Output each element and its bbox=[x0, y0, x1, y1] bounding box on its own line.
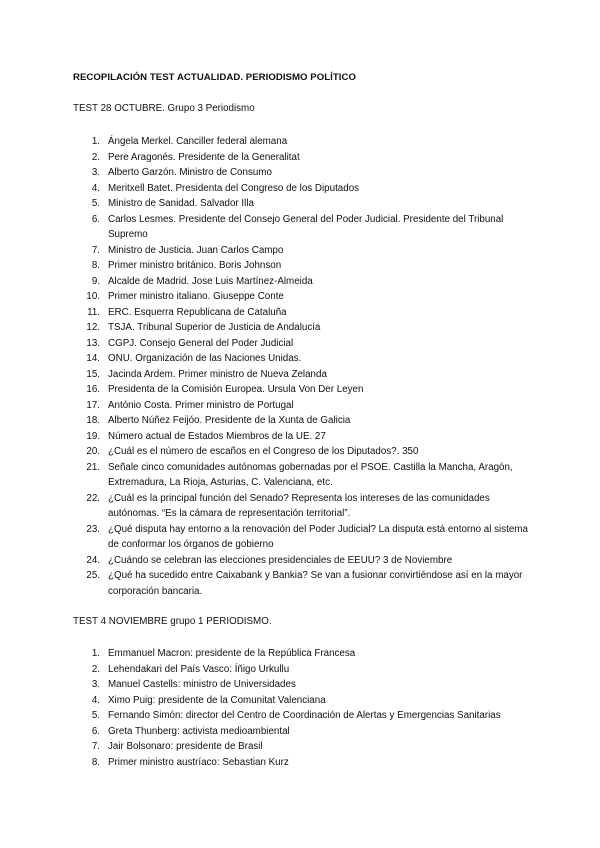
list-item-number: 2. bbox=[91, 151, 100, 163]
list-item-text: Jair Bolsonaro: presidente de Brasil bbox=[108, 741, 263, 752]
list-item-number: 14. bbox=[86, 353, 100, 364]
list-item bbox=[73, 429, 533, 445]
list-item-text: ¿Cuál es la principal función del Senado? Representa los intereses de las comunidades autónomas. “Es la cámara de representación territorial”. bbox=[108, 492, 490, 519]
list-item-number: 1. bbox=[91, 136, 100, 147]
list-item bbox=[73, 289, 533, 305]
list-item bbox=[73, 491, 533, 522]
list-item-text: Primer ministro austríaco: Sebastian Kurz bbox=[108, 756, 289, 768]
list-item-text: Fernando Simón: director del Centro de Coordinación de Alertas y Emergencias Sanitarias bbox=[108, 710, 501, 721]
list-item-number: 3. bbox=[91, 167, 100, 178]
list-item-number: 4. bbox=[91, 694, 100, 706]
list-item-text: Lehendakari del País Vasco: Íñigo Urkullu bbox=[108, 663, 290, 675]
list-item bbox=[73, 134, 533, 150]
list-item-text: Primer ministro británico. Boris Johnson bbox=[108, 260, 282, 271]
list-item-text: Presidenta de la Comisión Europea. Ursula Von Der Leyen bbox=[108, 384, 364, 395]
list-item bbox=[73, 305, 533, 321]
list-item-text: Manuel Castells: ministro de Universidades bbox=[108, 679, 296, 690]
list-item-text: Alberto Núñez Feijóo. Presidente de la Xunta de Galicia bbox=[108, 415, 351, 426]
list-item-text: ERC. Esquerra Republicana de Cataluña bbox=[108, 306, 287, 318]
list-item bbox=[73, 165, 533, 181]
list-item-text: CGPJ. Consejo General del Poder Judicial bbox=[108, 337, 294, 349]
list-item-number: 21. bbox=[86, 461, 100, 473]
list-item bbox=[73, 258, 533, 274]
list-item-number: 22. bbox=[86, 492, 100, 504]
list-item-number: 6. bbox=[91, 213, 100, 225]
list-item bbox=[73, 382, 533, 398]
question-list-test-28-octubre bbox=[73, 134, 533, 599]
list-item-number: 3. bbox=[91, 679, 100, 690]
list-item bbox=[73, 398, 533, 414]
list-item-number: 2. bbox=[91, 663, 100, 675]
list-item bbox=[73, 739, 533, 755]
list-item-text: TSJA. Tribunal Superior de Justicia de Andalucía bbox=[108, 322, 321, 333]
list-item-text: Jacinda Ardem. Primer ministro de Nueva Zelanda bbox=[108, 368, 327, 380]
list-item bbox=[73, 677, 533, 693]
list-item-number: 15. bbox=[86, 368, 100, 380]
section-heading-test-4-noviembre: TEST 4 NOVIEMBRE grupo 1 PERIODISMO. bbox=[73, 616, 272, 627]
list-item-text: ¿Cuándo se celebran las elecciones presidenciales de EEUU? 3 de Noviembre bbox=[108, 554, 453, 566]
list-item-text: ¿Cuál es el número de escaños en el Congreso de los Diputados?. 350 bbox=[108, 446, 419, 457]
list-item-text: Carlos Lesmes. Presidente del Consejo General del Poder Judicial. Presidente del Tribunal Supremo bbox=[108, 213, 504, 240]
list-item-number: 5. bbox=[91, 710, 100, 721]
list-item bbox=[73, 243, 533, 259]
list-item bbox=[73, 646, 533, 662]
list-item bbox=[73, 693, 533, 709]
list-item-number: 13. bbox=[86, 337, 100, 349]
list-item-number: 8. bbox=[91, 756, 100, 768]
list-item-number: 23. bbox=[86, 523, 100, 535]
list-item bbox=[73, 724, 533, 740]
list-item-text: Número actual de Estados Miembros de la UE. 27 bbox=[108, 430, 326, 442]
list-item bbox=[73, 274, 533, 290]
list-item-text: Ministro de Justicia. Juan Carlos Campo bbox=[108, 244, 284, 256]
list-item bbox=[73, 196, 533, 212]
list-item-text: Señale cinco comunidades autónomas gobernadas por el PSOE. Castilla la Mancha, Aragón, Extremadura, La Rioja, Asturias, C. Valenciana, etc. bbox=[108, 461, 513, 488]
list-item-number: 18. bbox=[86, 415, 100, 426]
list-item-text: Primer ministro italiano. Giuseppe Conte bbox=[108, 291, 284, 302]
list-item-text: António Costa. Primer ministro de Portugal bbox=[108, 399, 294, 411]
list-item bbox=[73, 367, 533, 383]
list-item-number: 17. bbox=[86, 399, 100, 411]
list-item-number: 12. bbox=[86, 322, 100, 333]
list-item bbox=[73, 413, 533, 429]
list-item bbox=[73, 662, 533, 678]
list-item-text: Emmanuel Macron: presidente de la República Francesa bbox=[108, 648, 356, 659]
list-item-number: 16. bbox=[86, 384, 100, 395]
list-item-number: 20. bbox=[86, 446, 100, 457]
list-item-number: 1. bbox=[91, 648, 100, 659]
list-item-text: Ángela Merkel. Canciller federal alemana bbox=[108, 136, 288, 147]
list-item-text: Ministro de Sanidad. Salvador Illa bbox=[108, 198, 254, 209]
list-item bbox=[73, 444, 533, 460]
list-item-text: Pere Aragonés. Presidente de la Generalitat bbox=[108, 151, 300, 163]
list-item-text: ONU. Organización de las Naciones Unidas. bbox=[108, 353, 302, 364]
list-item bbox=[73, 150, 533, 166]
section-heading-test-28-octubre: TEST 28 OCTUBRE. Grupo 3 Periodismo bbox=[73, 103, 255, 114]
list-item bbox=[73, 708, 533, 724]
list-item-number: 24. bbox=[86, 554, 100, 566]
list-item-text: Greta Thunberg: activista medioambiental bbox=[108, 725, 290, 737]
list-item-text: Alberto Garzón. Ministro de Consumo bbox=[108, 167, 272, 178]
list-item-text: ¿Qué disputa hay entorno a la renovación del Poder Judicial? La disputa está entorno al sistema de conformar los órganos de gobierno bbox=[108, 523, 528, 550]
list-item-number: 25. bbox=[86, 570, 100, 581]
list-item-number: 10. bbox=[86, 291, 100, 302]
list-item-number: 19. bbox=[86, 430, 100, 442]
list-item-number: 8. bbox=[91, 260, 100, 271]
list-item-number: 6. bbox=[91, 725, 100, 737]
list-item bbox=[73, 336, 533, 352]
list-item-text: Alcalde de Madrid. Jose Luis Martínez-Almeida bbox=[108, 275, 313, 287]
list-item-number: 4. bbox=[91, 182, 100, 194]
list-item-number: 11. bbox=[87, 306, 100, 318]
list-item-text: Meritxell Batet. Presidenta del Congreso de los Diputados bbox=[108, 182, 360, 194]
document-title: RECOPILACIÓN TEST ACTUALIDAD. PERIODISMO POLÍTICO bbox=[73, 72, 356, 83]
list-item bbox=[73, 755, 533, 771]
list-item bbox=[73, 212, 533, 243]
list-item bbox=[73, 181, 533, 197]
list-item-number: 7. bbox=[91, 244, 100, 256]
list-item bbox=[73, 522, 533, 553]
list-item-number: 9. bbox=[91, 275, 100, 287]
list-item-text: Ximo Puig: presidente de la Comunitat Valenciana bbox=[108, 694, 326, 706]
list-item bbox=[73, 553, 533, 569]
list-item bbox=[73, 351, 533, 367]
list-item bbox=[73, 320, 533, 336]
list-item-number: 7. bbox=[91, 741, 100, 752]
list-item bbox=[73, 460, 533, 491]
question-list-test-4-noviembre bbox=[73, 646, 533, 770]
list-item bbox=[73, 568, 533, 599]
list-item-text: ¿Qué ha sucedido entre Caixabank y Bankia? Se van a fusionar convirtiéndose así en la mayor corporación bancaria. bbox=[108, 570, 523, 597]
list-item-number: 5. bbox=[91, 198, 100, 209]
